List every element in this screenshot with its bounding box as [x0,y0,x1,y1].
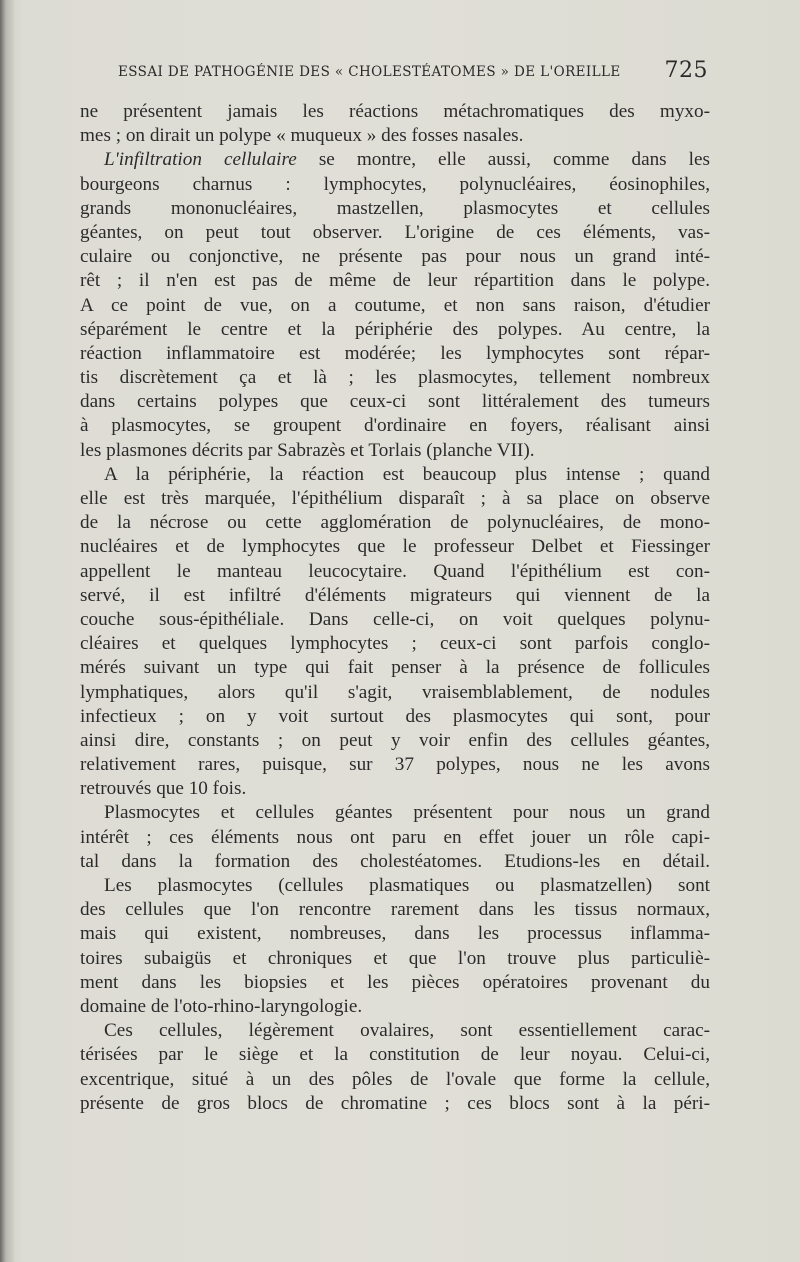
text-line [80,850,710,874]
text-line [80,269,710,293]
line-text: les plasmones décrits par Sabrazès et Torlais (planche VII). [80,439,535,461]
text-line [80,245,710,269]
line-text: A la périphérie, la réaction est beaucoup plus intense ; quand [104,463,710,485]
text-line [80,947,710,971]
text-line [80,632,710,656]
line-text: A ce point de vue, on a coutume, et non sans raison, d'étudier [80,294,710,316]
italic-term: L'infiltration cellulaire [104,149,297,171]
text-line [80,826,710,850]
text-line [80,173,710,197]
line-text: retrouvés que 10 fois. [80,778,247,800]
running-head: ESSAI DE PATHOGÉNIE DES « CHOLESTÉATOMES » DE L'OREILLE [118,64,621,80]
line-text: lymphatiques, alors qu'il s'agit, vraisemblablement, de nodules [80,681,710,703]
line-text: se montre, elle aussi, comme dans les [296,149,710,171]
text-line [80,777,710,801]
text-line [80,898,710,922]
text-line [80,366,710,390]
line-text: excentrique, situé à un des pôles de l'ovale que forme la cellule, [80,1068,710,1090]
text-line [80,439,710,463]
text-line [80,1019,710,1043]
line-text: mes ; on dirait un polype « muqueux » des fosses nasales. [80,125,524,147]
line-text: réaction inflammatoire est modérée; les lymphocytes sont répar- [80,342,710,364]
text-line [80,342,710,366]
line-text: à plasmocytes, se groupent d'ordinaire en foyers, réalisant ainsi [80,415,710,437]
line-text: relativement rares, puisque, sur 37 polypes, nous ne les avons [80,754,710,776]
line-text: bourgeons charnus : lymphocytes, polynucléaires, éosinophiles, [80,173,710,195]
line-text: Plasmocytes et cellules géantes présentent pour nous un grand [104,802,710,824]
text-line [80,584,710,608]
line-text: présente de gros blocs de chromatine ; ces blocs sont à la péri- [80,1092,710,1114]
text-line [80,124,710,148]
line-text: ainsi dire, constants ; on peut y voir enfin des cellules géantes, [80,729,710,751]
text-line [80,922,710,946]
line-text: elle est très marquée, l'épithélium disparaît ; à sa place on observe [80,488,710,509]
line-text: térisées par le siège et la constitution de leur noyau. Celui-ci, [80,1044,710,1066]
line-text: mais qui existent, nombreuses, dans les processus inflamma- [80,923,710,945]
text-line [80,705,710,729]
text-line [80,414,710,438]
text-line [80,294,710,318]
text-line [80,221,710,245]
text-line [80,681,710,705]
line-text: mérés suivant un type qui fait penser à la présence de follicules [80,657,710,679]
line-text: couche sous-épithéliale. Dans celle-ci, on voit quelques polynu- [80,608,710,630]
text-line [80,1092,710,1116]
line-text: tal dans la formation des cholestéatomes. Etudions-les en détail. [80,850,710,872]
text-line [80,100,710,124]
text-line [80,729,710,753]
line-text: Les plasmocytes (cellules plasmatiques ou plasmatzellen) sont [104,875,710,896]
page-binding-edge [0,0,14,1262]
line-text: toires subaigüs et chroniques et que l'on trouve plus particuliè- [80,947,710,969]
line-text: cléaires et quelques lymphocytes ; ceux-ci sont parfois conglo- [80,633,710,655]
line-text: intérêt ; ces éléments nous ont paru en effet jouer un rôle capi- [80,826,710,848]
line-text: de la nécrose ou cette agglomération de polynucléaires, de mono- [80,512,710,534]
text-line [80,656,710,680]
line-text: domaine de l'oto-rhino-laryngologie. [80,995,363,1017]
text-line [80,535,710,559]
text-line [80,1043,710,1067]
text-line [80,560,710,584]
line-text: tis discrètement ça et là ; les plasmocytes, tellement nombreux [80,367,710,389]
body-text [80,100,710,1116]
text-line [80,995,710,1019]
line-text: infectieux ; on y voit surtout des plasmocytes qui sont, pour [80,705,710,727]
text-line [80,463,710,487]
text-line [80,197,710,221]
text-line [80,148,710,172]
text-line [80,1068,710,1092]
line-text: rêt ; il n'en est pas de même de leur répartition dans le polype. [80,270,710,292]
text-line [80,971,710,995]
line-text: Ces cellules, légèrement ovalaires, sont essentiellement carac- [104,1020,710,1042]
text-line [80,874,710,898]
text-line [80,801,710,825]
line-text: servé, il est infiltré d'éléments migrateurs qui viennent de la [80,584,710,606]
page-number: 725 [664,58,708,83]
text-line [80,608,710,632]
page-header [118,58,708,88]
line-text: appellent le manteau leucocytaire. Quand l'épithélium est con- [80,560,710,582]
text-line [80,511,710,535]
line-text: ment dans les biopsies et les pièces opératoires provenant du [80,971,710,993]
line-text: séparément le centre et la périphérie des polypes. Au centre, la [80,318,710,340]
line-text: grands mononucléaires, mastzellen, plasmocytes et cellules [80,197,710,219]
text-line [80,753,710,777]
text-line [80,390,710,414]
line-text: ne présentent jamais les réactions métachromatiques des myxo- [80,101,710,122]
line-text: dans certains polypes que ceux-ci sont littéralement des tumeurs [80,391,710,413]
line-text: des cellules que l'on rencontre rarement dans les tissus normaux, [80,899,710,921]
text-line [80,318,710,342]
text-line [80,487,710,511]
line-text: nucléaires et de lymphocytes que le professeur Delbet et Fiessinger [80,536,710,558]
line-text: culaire ou conjonctive, ne présente pas pour nous un grand inté- [80,246,710,268]
line-text: géantes, on peut tout observer. L'origine de ces éléments, vas- [80,221,710,243]
